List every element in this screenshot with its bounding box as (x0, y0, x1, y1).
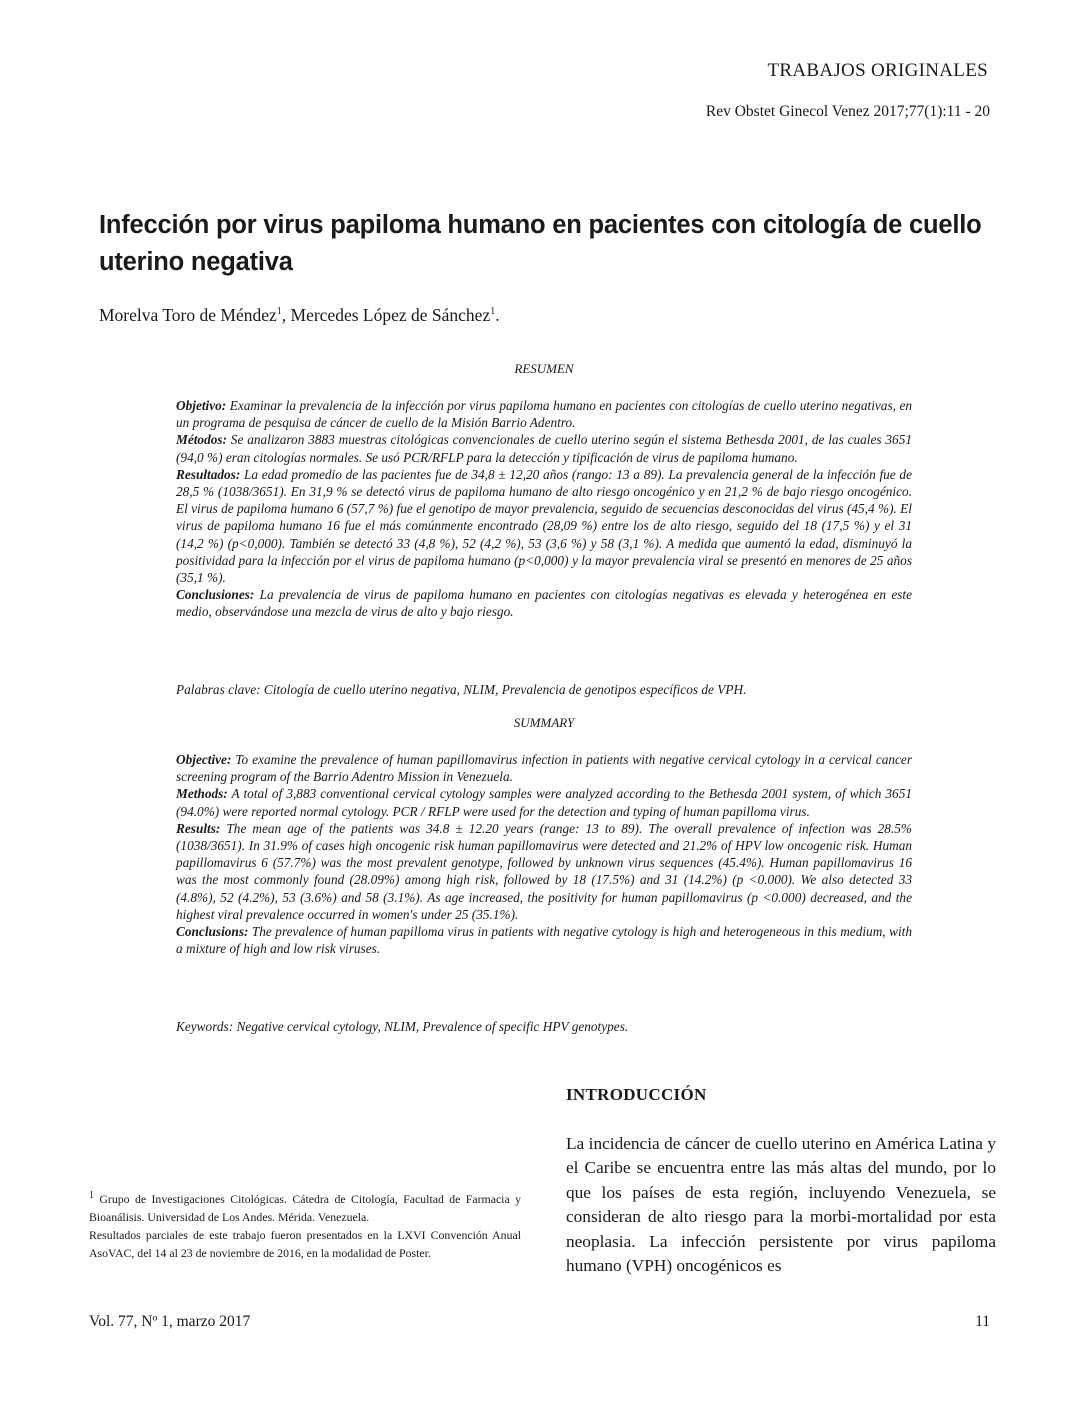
section-label: TRABAJOS ORIGINALES (767, 60, 988, 81)
paragraph-label: Objective: (176, 752, 232, 767)
paragraph-label: Methods: (176, 786, 228, 802)
footnote-affiliation (89, 1190, 521, 1226)
footnote-affiliation-text: Grupo de Investigaciones Citológicas. Cátedra de Citología, Facultad de Farmacia y Bioanálisis. Universidad de Los Andes. Mérida. Venezuela. (89, 1192, 521, 1224)
paragraph-label: Results: (176, 820, 221, 836)
footnote-note: Resultados parciales de este trabajo fueron presentados en la LXVI Convención Anual AsoVAC, del 14 al 23 de noviembre de 2016, en la modalidad de Poster. (89, 1228, 521, 1260)
journal-citation: Rev Obstet Ginecol Venez 2017;77(1):11 - 20 (705, 103, 990, 120)
paragraph-text: La edad promedio de las pacientes fue de 34,8 ± 12,20 años (rango: 13 a 89). La prevalencia general de la infección fue de 28,5 % (1038/3651). En 31,9 % se detectó virus de papiloma humano de alto riesgo oncogénico y en 21,2 % de bajo riesgo oncogénico. El virus de papiloma humano 6 (57,7 %) fue el genotipo de mayor prevalencia, seguido de secuencias desconocidas del virus (45,4 %). El virus de papiloma humano 16 fue el más comúnmente encontrado (28,09 %) entre los de alto riesgo, seguido del 18 (17,5 %) y el 31 (14,2 %) (p<0,000). También se detectó 33 (4,8 %), 52 (4,2 %), 53 (3,6 %) y 58 (3,1 %). A medida que aumentó la edad, disminuyó la positividad para la infección por el virus de papiloma humano (p<0,000) y la mayor prevalencia viral se presentó en menores de 25 años (35,1 %). (176, 466, 912, 586)
paragraph-text: Examinar la prevalencia de la infección por virus papiloma humano en pacientes con citologías de cuello uterino negativas, en un programa de pesquisa de cáncer de cuello de la Misión Barrio Adentro. (176, 398, 912, 431)
footer-volume: Vol. 77, Nº 1, marzo 2017 (89, 1313, 251, 1330)
article-title: Infección por virus papiloma humano en pacientes con citología de cuello uterino negativa (99, 211, 982, 276)
keywords: Keywords: Negative cervical cytology, NLIM, Prevalence of specific HPV genotypes. (176, 1019, 629, 1034)
paragraph-text: Se analizaron 3883 muestras citológicas convencionales de cuello uterino según el sistema Bethesda 2001, de las cuales 3651 (94,0 %) eran citologías normales. Se usó PCR/RFLP para la detección y tipificación de virus de papiloma humano. (176, 432, 912, 465)
palabras-clave: Palabras clave: Citología de cuello uterino negativa, NLIM, Prevalencia de genotipos específicos de VPH. (176, 682, 747, 697)
paragraph-text: The prevalence of human papilloma virus in patients with negative cytology is high and heterogeneous in this medium, with a mixture of high and low risk viruses. (176, 924, 912, 957)
author-separator: , (281, 305, 291, 325)
author-affiliation-mark: 1 (276, 306, 282, 318)
author-name: Morelva Toro de Méndez (99, 305, 277, 325)
introduction-heading: INTRODUCCIÓN (566, 1085, 707, 1104)
author-separator: . (495, 305, 500, 325)
author-list (99, 305, 500, 326)
summary-paragraph (176, 923, 912, 957)
paragraph-text: A total of 3,883 conventional cervical cytology samples were analyzed according to the Bethesda 2001 system, of which 3651 (94.0%) were reported normal cytology. PCR / RFLP were used for the detection and typing of human papilloma virus. (176, 786, 912, 819)
author-affiliation-mark: 1 (490, 306, 496, 318)
resumen-heading: RESUMEN (514, 361, 574, 376)
paragraph-label: Métodos: (176, 432, 227, 448)
summary-paragraph (176, 785, 912, 819)
resumen-paragraph (176, 397, 912, 431)
summary-heading: SUMMARY (513, 715, 575, 730)
paragraph-text: The mean age of the patients was 34.8 ± 12.20 years (range: 13 to 89). The overall prevalence of infection was 28.5% (1038/3651). In 31.9% of cases high oncogenic risk human papillomavirus were detected and 21.2% of HPV low oncogenic risk. Human papillomavirus 6 (57.7%) was the most prevalent genotype, followed by unknown virus sequences (45.4%). Human papillomavirus 16 was the most commonly found (28.09%) among high risk, followed by 18 (17.5%) and 31 (14.2%) (p <0.000). We also detected 33 (4.8%), 52 (4.2%), 53 (3.6%) and 58 (3.1%). As age increased, the positivity for human papillomavirus (p <0.000) decreased, and the highest viral prevalence occurred in women's under 25 (35.1%). (176, 820, 912, 922)
resumen-body (176, 397, 912, 621)
author-name: Mercedes López de Sánchez (290, 305, 491, 325)
summary-paragraph (176, 820, 912, 923)
resumen-paragraph (176, 586, 912, 620)
introduction-text: La incidencia de cáncer de cuello uterino en América Latina y el Caribe se encuentra entre las más altas del mundo, por lo que los países de esta región, incluyendo Venezuela, se consideran de alto riesgo para la morbi-mortalidad por esta neoplasia. La infección persistente por virus papiloma humano (VPH) oncogénicos es (566, 1134, 996, 1276)
paragraph-text: La prevalencia de virus de papiloma humano en pacientes con citologías negativas es elevada y heterogénea en este medio, observándose una mezcla de virus de alto y bajo riesgo. (176, 587, 912, 620)
summary-paragraph (176, 751, 912, 785)
paragraph-label: Conclusions: (176, 924, 249, 940)
paragraph-label: Objetivo: (176, 398, 227, 413)
resumen-paragraph (176, 466, 912, 586)
footnote (89, 1190, 521, 1262)
footnote-mark: 1 (89, 1190, 94, 1202)
paragraph-label: Resultados: (176, 466, 241, 482)
paragraph-text: To examine the prevalence of human papillomavirus infection in patients with negative cervical cytology in a cervical cancer screening program of the Barrio Adentro Mission in Venezuela. (176, 752, 912, 785)
summary-body (176, 751, 912, 957)
page-number: 11 (975, 1313, 990, 1330)
resumen-paragraph (176, 431, 912, 465)
paragraph-label: Conclusiones: (176, 587, 255, 603)
